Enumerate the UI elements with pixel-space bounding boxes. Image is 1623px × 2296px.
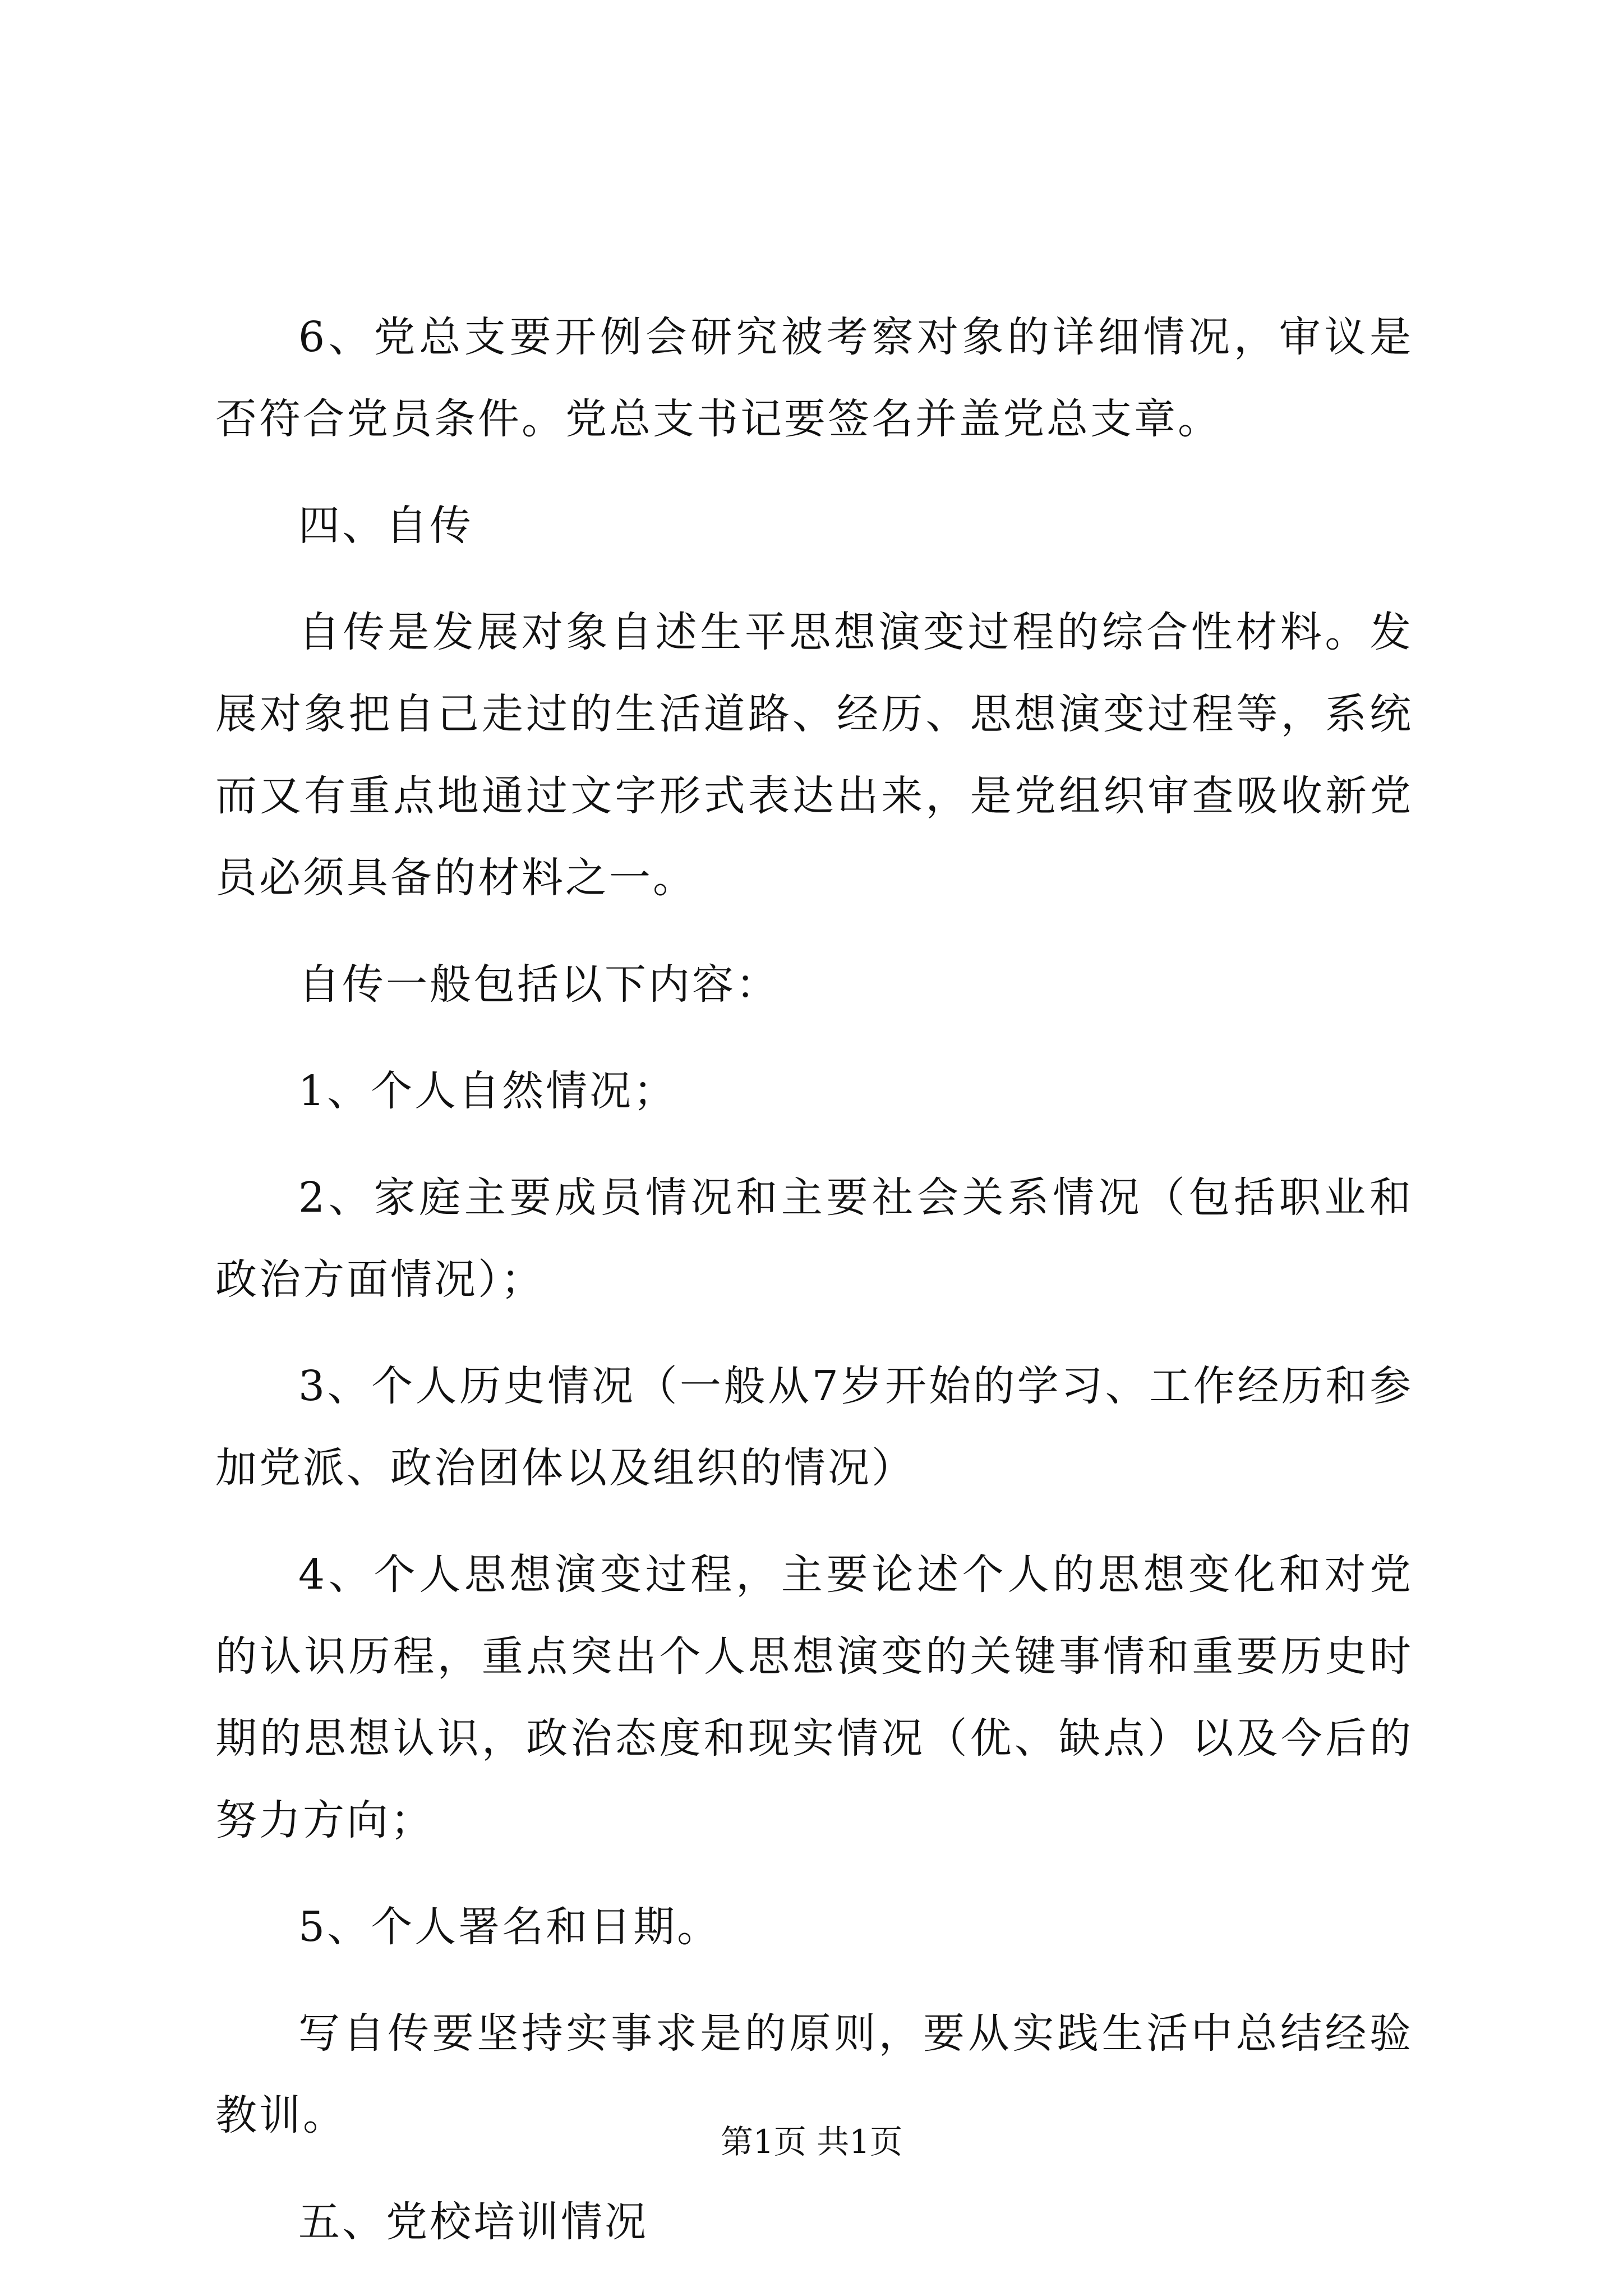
section-heading-party-school-training: 五、党校培训情况 <box>298 2198 648 2246</box>
page-number-footer: 第1页 共1页 <box>720 2123 903 2161</box>
paragraph-list-item-1: 1、个人自然情况； <box>298 1067 677 1115</box>
section-heading-autobiography: 四、自传 <box>298 501 473 550</box>
document-body <box>215 296 1413 2288</box>
paragraph-list-item-3: 3、个人历史情况（一般从7岁开始的学习、工作经历和参加党派、政治团体以及组织的情况） <box>215 1362 1413 1492</box>
paragraph-item-6: 6、党总支要开例会研究被考察对象的详细情况，审议是否符合党员条件。党总支书记要签名并盖党总支章。 <box>215 313 1413 443</box>
paragraph-list-item-4: 4、个人思想演变过程，主要论述个人的思想变化和对党的认识历程，重点突出个人思想演变的关键事情和重要历史时期的思想认识，政治态度和现实情况（优、缺点）以及今后的努力方向； <box>215 1550 1413 1844</box>
paragraph-list-item-5: 5、个人署名和日期。 <box>298 1903 721 1951</box>
paragraph-list-item-2: 2、家庭主要成员情况和主要社会关系情况（包括职业和政治方面情况）； <box>215 1174 1413 1304</box>
paragraph-autobiography-definition: 自传是发展对象自述生平思想演变过程的综合性材料。发展对象把自己走过的生活道路、经历、思想演变过程等，系统而又有重点地通过文字形式表达出来，是党组织审查吸收新党员必须具备的材料之一。 <box>215 608 1413 902</box>
paragraph-writing-principle: 写自传要坚持实事求是的原则，要从实践生活中总结经验教训。 <box>215 2009 1413 2139</box>
paragraph-autobiography-contents-intro: 自传一般包括以下内容： <box>298 960 780 1009</box>
